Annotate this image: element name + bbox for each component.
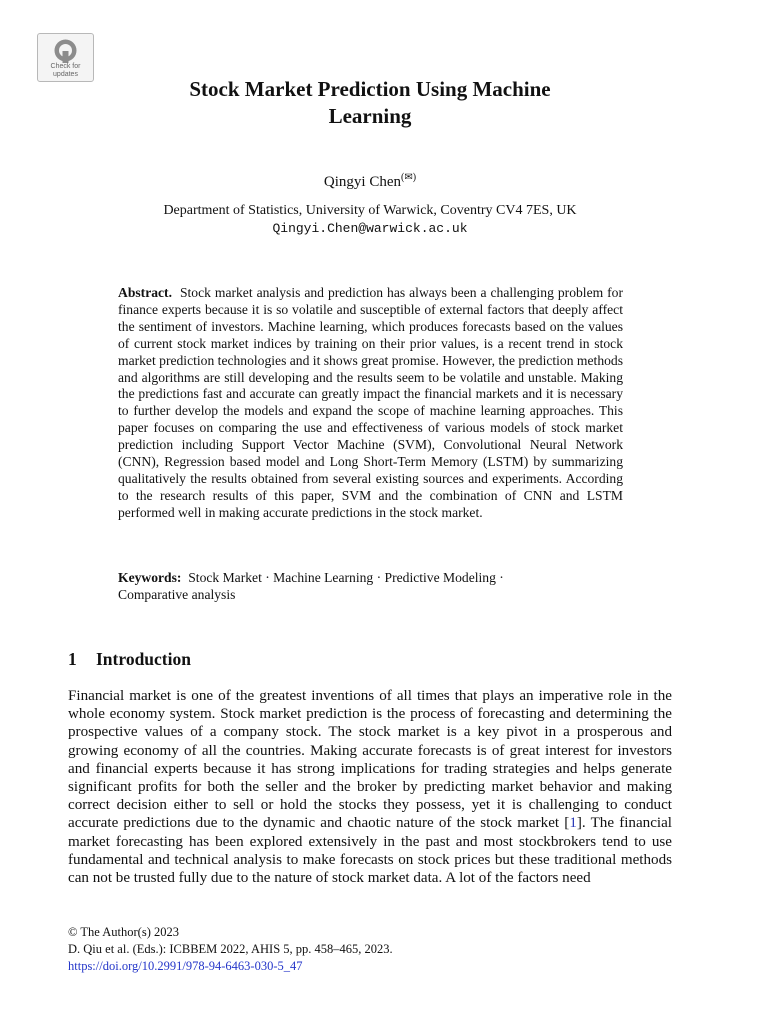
keywords-line-1: Stock Market · Machine Learning · Predictive Modeling ·: [188, 570, 504, 585]
title-line-1: Stock Market Prediction Using Machine: [189, 77, 551, 101]
author: [0, 169, 740, 191]
badge-label: Check for updates: [50, 63, 81, 78]
intro-paragraph: [68, 687, 672, 887]
intro-text-1: Financial market is one of the greatest inventions of all times that plays an imperative role in the whole economy system. Stock market prediction is the process of forecasting and determining the prospective values of a company stock. The stock market is a key pivot in a prosperous and growing economy of all the countries. Making accurate forecasts is of great interest for investors and financial experts because it has strong implications for trading strategies and helps generate significant profits for both the seller and the broker by predicting market behavior and making correct decision either to sell or hold the stocks they possess, yet it is challenging to conduct accurate predictions due to the dynamic and chaotic nature of the stock market [: [68, 688, 672, 832]
section-number: 1: [68, 649, 77, 669]
intro-text-2: ]. The financial market forecasting has been explored extensively in the past and most stockbrokers tend to use fundamental and technical analysis to make forecasts on stock prices but these traditional methods can not be trusted fully due to the nature of stock market data. A lot of the factors need: [68, 815, 672, 887]
affiliation: Department of Statistics, University of Warwick, Coventry CV4 7ES, UK: [163, 203, 577, 218]
citation-info: D. Qiu et al. (Eds.): ICBBEM 2022, AHIS 5, pp. 458–465, 2023.: [68, 942, 393, 956]
author-email[interactable]: Qingyi.Chen@warwick.ac.uk: [272, 221, 468, 236]
envelope-icon: (✉): [401, 172, 417, 183]
keywords-label: Keywords:: [118, 570, 182, 585]
abstract-label: Abstract.: [118, 285, 172, 300]
author-name: Qingyi Chen: [323, 174, 402, 190]
doi-link[interactable]: https://doi.org/10.2991/978-94-6463-030-5_47: [68, 959, 303, 973]
citation-link[interactable]: 1: [569, 815, 577, 832]
keywords-line-2: Comparative analysis: [118, 586, 236, 602]
keywords: [118, 570, 623, 604]
copyright: © The Author(s) 2023: [68, 925, 179, 939]
section-title: Introduction: [96, 649, 191, 669]
crossmark-icon: [53, 38, 78, 63]
check-for-updates-badge[interactable]: [37, 33, 94, 82]
title-line-2: Learning: [328, 104, 412, 128]
paper-title: [120, 76, 620, 130]
abstract-text: Stock market analysis and prediction has always been a challenging problem for finance experts because it is so volatile and susceptible of external factors that deeply affect the sentiment of investors. Machine learning, which produces forecasts based on the values of current stock market indices by training on their prior values, is a recent trend in stock market prediction technologies and it shows great promise. However, the prediction methods and algorithms are still developing and the results seem to be volatile and unstable. Making the predictions fast and accurate can greatly impact the financial markets and it is necessary to further develop the models and expand the scope of machine learning approaches. This paper focuses on comparing the use and effectiveness of various models of stock market prediction including Support Vector Machine (SVM), Convolutional Neural Network (CNN), Regression based model and Long Short-Term Memory (LSTM) by summarizing qualitatively the results obtained from several existing sources and experiments. According to the research results of this paper, SVM and the combination of CNN and LSTM performed well in making accurate predictions in the stock market.: [118, 285, 623, 520]
abstract: [118, 285, 623, 522]
footer: [68, 924, 393, 975]
section-heading: [68, 648, 191, 670]
